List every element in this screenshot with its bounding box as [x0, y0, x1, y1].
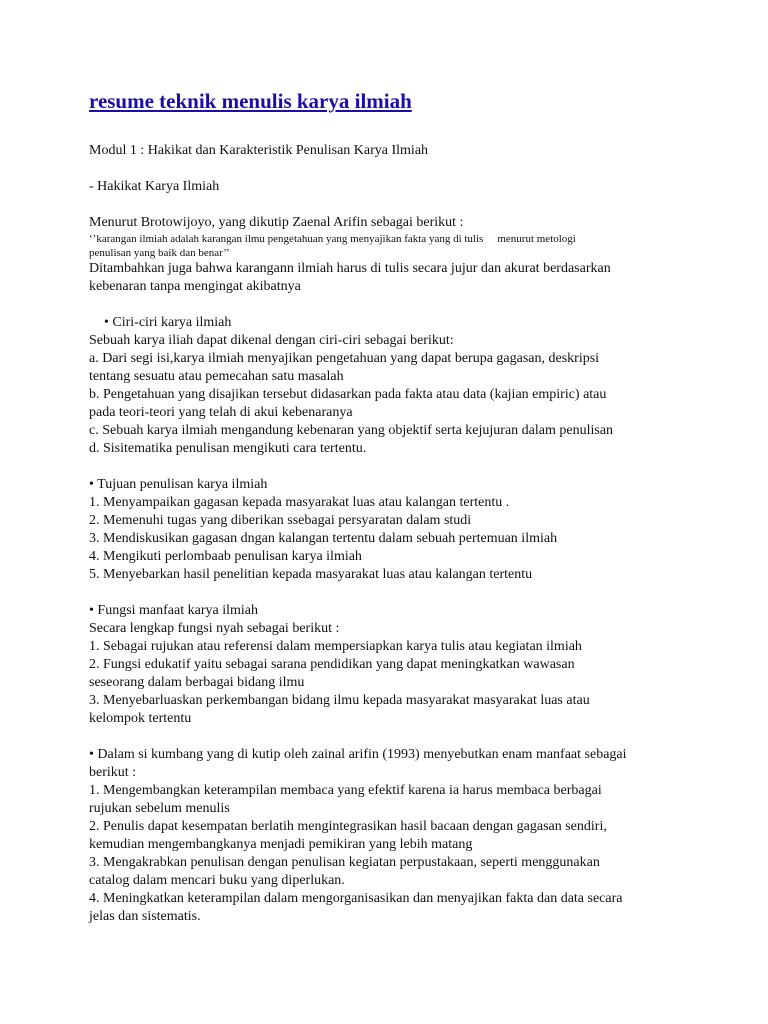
- list-item: 2. Fungsi edukatif yaitu sebagai sarana pendidikan yang dapat meningkatkan wawasan: [89, 657, 575, 672]
- list-item: 1. Menyampaikan gagasan kepada masyarakat luas atau kalangan tertentu .: [89, 495, 510, 510]
- list-item: rujukan sebelum menulis: [89, 801, 230, 816]
- quote-text-b: menurut metologi: [497, 233, 576, 245]
- manfaat-list: [89, 764, 689, 926]
- list-item: 1. Mengembangkan keterampilan membaca yang efektif karena ia harus membaca berbagai: [89, 783, 602, 798]
- ditambahkan-line: kebenaran tanpa mengingat akibatnya: [89, 279, 301, 294]
- document-title[interactable]: resume teknik menulis karya ilmiah: [89, 89, 412, 113]
- list-item: b. Pengetahuan yang disajikan tersebut didasarkan pada fakta atau data (kajian empiric) atau: [89, 387, 607, 402]
- ciri-list: [89, 332, 689, 458]
- list-item: 1. Sebagai rujukan atau referensi dalam mempersiapkan karya tulis atau kegiatan ilmiah: [89, 639, 582, 654]
- list-item: d. Sisitematika penulisan mengikuti cara tertentu.: [89, 441, 367, 456]
- fungsi-list: [89, 620, 689, 728]
- list-item: 3. Mendiskusikan gagasan dngan kalangan tertentu dalam sebuah pertemuan ilmiah: [89, 531, 558, 546]
- ditambahkan-paragraph: [89, 260, 689, 296]
- hakikat-heading: - Hakikat Karya Ilmiah: [89, 179, 220, 194]
- list-item: c. Sebuah karya ilmiah mengandung kebenaran yang objektif serta kejujuran dalam penulisan: [89, 423, 614, 438]
- document-content: [89, 88, 689, 926]
- tujuan-list: [89, 494, 689, 584]
- list-item: tentang sesuatu atau pemecahan satu masalah: [89, 369, 344, 384]
- manfaat-heading: • Dalam si kumbang yang di kutip oleh zainal arifin (1993) menyebutkan enam manfaat sebagai: [89, 747, 627, 762]
- list-item: a. Dari segi isi,karya ilmiah menyajikan pengetahuan yang dapat berupa gagasan, deskripsi: [89, 351, 600, 366]
- tujuan-heading: • Tujuan penulisan karya ilmiah: [89, 477, 268, 492]
- list-item: Sebuah karya iliah dapat dikenal dengan ciri-ciri sebagai berikut:: [89, 333, 454, 348]
- list-item: Secara lengkap fungsi nyah sebagai berikut :: [89, 621, 340, 636]
- definition-quote: [89, 232, 689, 246]
- list-item: jelas dan sistematis.: [89, 909, 201, 924]
- list-item: 5. Menyebarkan hasil penelitian kepada masyarakat luas atau kalangan tertentu: [89, 567, 533, 582]
- quote-text-c: penulisan yang baik dan benar’’: [89, 247, 230, 259]
- list-item: pada teori-teori yang telah di akui kebenaranya: [89, 405, 353, 420]
- list-item: kemudian mengembangkanya menjadi pemikiran yang lebih matang: [89, 837, 473, 852]
- list-item: 2. Memenuhi tugas yang diberikan ssebagai persyaratan dalam studi: [89, 513, 472, 528]
- list-item: 4. Meningkatkan keterampilan dalam mengorganisasikan dan menyajikan fakta dan data secara: [89, 891, 623, 906]
- ditambahkan-line: Ditambahkan juga bahwa karangann ilmiah harus di tulis secara jujur dan akurat berdasarkan: [89, 261, 611, 276]
- fungsi-heading: • Fungsi manfaat karya ilmiah: [89, 603, 258, 618]
- menurut-paragraph: Menurut Brotowijoyo, yang dikutip Zaenal Arifin sebagai berikut :: [89, 215, 464, 230]
- list-item: seseorang dalam berbagai bidang ilmu: [89, 675, 305, 690]
- modul-heading: Modul 1 : Hakikat dan Karakteristik Penulisan Karya Ilmiah: [89, 143, 429, 158]
- list-item: 4. Mengikuti perlombaab penulisan karya ilmiah: [89, 549, 362, 564]
- list-item: catalog dalam mencari buku yang diperlukan.: [89, 873, 345, 888]
- list-item: kelompok tertentu: [89, 711, 192, 726]
- list-item: berikut :: [89, 765, 137, 780]
- quote-text-a: ‘’karangan ilmiah adalah karangan ilmu pengetahuan yang menyajikan fakta yang di tulis: [89, 233, 484, 245]
- list-item: 2. Penulis dapat kesempatan berlatih mengintegrasikan hasil bacaan dengan gagasan sendiri,: [89, 819, 607, 834]
- list-item: 3. Mengakrabkan penulisan dengan penulisan kegiatan perpustakaan, seperti menggunakan: [89, 855, 600, 870]
- list-item: 3. Menyebarluaskan perkembangan bidang ilmu kepada masyarakat masyarakat luas atau: [89, 693, 590, 708]
- ciri-heading: • Ciri-ciri karya ilmiah: [104, 315, 232, 330]
